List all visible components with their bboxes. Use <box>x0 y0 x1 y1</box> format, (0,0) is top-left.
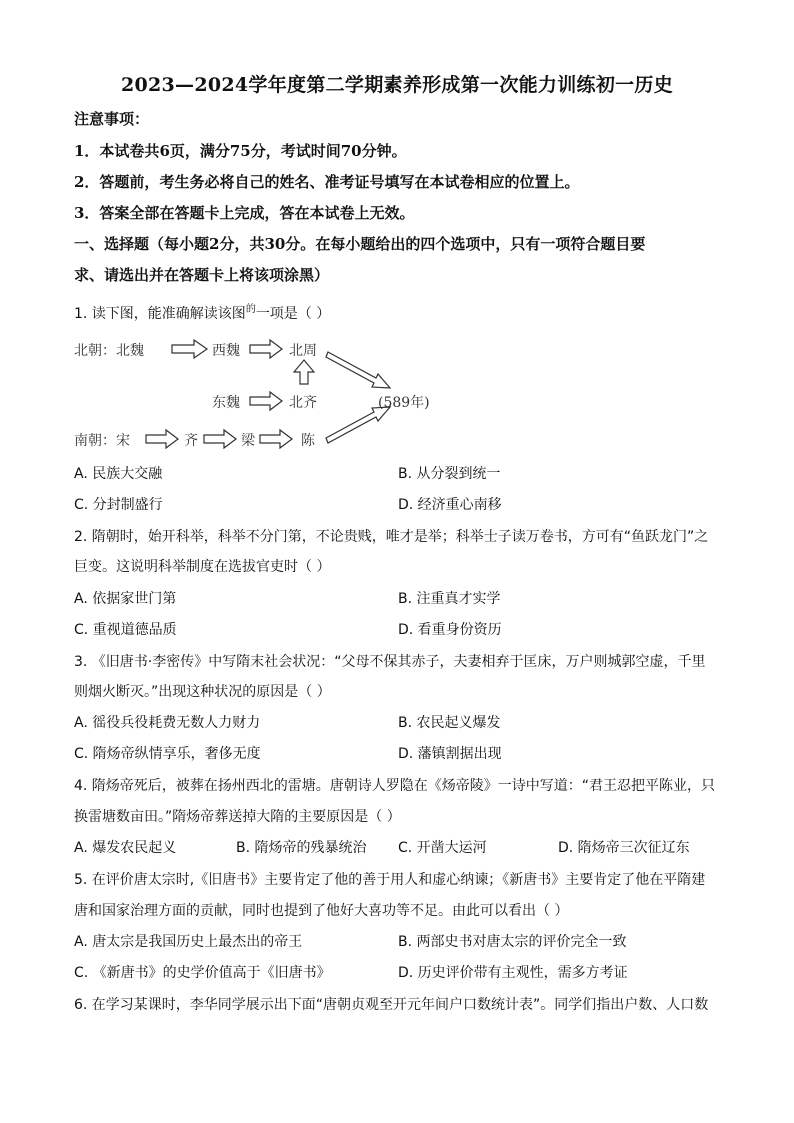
diagram-west-wei: 西魏 <box>212 343 240 359</box>
arrow-icon <box>294 360 314 384</box>
arrow-icon <box>146 430 178 448</box>
notice-item-1: 1．本试卷共6页，满分75分，考试时间70分钟。 <box>74 142 407 160</box>
section-heading-line-2: 求、请选出并在答题卡上将该项涂黑） <box>74 266 330 284</box>
q3-option-c: C. 隋炀帝纵情享乐，奢侈无度 <box>74 746 261 762</box>
q1-option-d: D. 经济重心南移 <box>398 497 502 513</box>
q5-option-c: C. 《新唐书》的史学价值高于《旧唐书》 <box>74 965 331 981</box>
question-2-line-1: 2. 隋朝时，始开科举，科举不分门第，不论贵贱，唯才是举；科举士子读万卷书，方可有“鱼跃龙门”之 <box>74 529 709 545</box>
q2-option-c: C. 重视道德品质 <box>74 622 177 638</box>
arrow-icon <box>260 430 292 448</box>
question-2-line-2: 巨变。这说明科举制度在选拔官吏时（ ） <box>74 559 331 575</box>
diagram-chen: 陈 <box>301 433 315 449</box>
page-title: 2023—2024学年度第二学期素养形成第一次能力训练初一历史 <box>120 74 674 96</box>
q4-option-b: B. 隋炀帝的残暴统治 <box>236 840 367 856</box>
question-6-line-1: 6. 在学习某课时，李华同学展示出下面“唐朝贞观至开元年间户口数统计表”。同学们指出户数、人口数 <box>74 997 709 1013</box>
diagram-north-label: 北朝：北魏 <box>74 343 144 359</box>
q5-option-a: A. 唐太宗是我国历史上最杰出的帝王 <box>74 934 303 950</box>
q4-option-a: A. 爆发农民起义 <box>74 840 177 856</box>
q2-option-d: D. 看重身份资历 <box>398 622 502 638</box>
q2-option-b: B. 注重真才实学 <box>398 591 501 607</box>
q1-option-a: A. 民族大交融 <box>74 466 163 482</box>
diagram-south-label: 南朝：宋 <box>74 433 130 449</box>
question-3-line-2: 则烟火断灭。”出现这种状况的原因是（ ） <box>74 684 331 700</box>
section-heading-line-1: 一、选择题（每小题2分，共30分。在每小题给出的四个选项中，只有一项符合题目要 <box>74 235 646 253</box>
question-4-line-1: 4. 隋炀帝死后，被葬在扬州西北的雷塘。唐朝诗人罗隐在《炀帝陵》一诗中写道：“君王忍把平陈业，只 <box>74 778 716 794</box>
arrow-icon <box>326 352 390 388</box>
question-5-line-2: 唐和国家治理方面的贡献，同时也提到了他好大喜功等不足。由此可以看出（ ） <box>74 903 569 919</box>
q4-option-d: D. 隋炀帝三次征辽东 <box>558 840 690 856</box>
arrow-icon <box>250 340 282 358</box>
arrow-icon <box>250 392 282 410</box>
question-4-line-2: 换雷塘数亩田。”隋炀帝葬送掉大隋的主要原因是（ ） <box>74 809 401 825</box>
arrow-icon <box>172 340 207 358</box>
q3-option-a: A. 徭役兵役耗费无数人力财力 <box>74 715 261 731</box>
diagram-year: (589年) <box>378 395 430 411</box>
q5-option-d: D. 历史评价带有主观性，需多方考证 <box>398 965 628 981</box>
diagram-east-wei: 东魏 <box>212 395 240 411</box>
diagram-north-zhou: 北周 <box>289 343 317 359</box>
notice-item-2: 2．答题前，考生务必将自己的姓名、准考证号填写在本试卷相应的位置上。 <box>74 173 580 191</box>
notice-heading: 注意事项： <box>74 110 150 128</box>
q5-option-b: B. 两部史书对唐太宗的评价完全一致 <box>398 934 627 950</box>
question-1-stem: 1. 读下图，能准确解读该图$^的$一项是（ ） <box>74 304 331 322</box>
notice-item-3: 3．答案全部在答题卡上完成，答在本试卷上无效。 <box>74 204 415 222</box>
diagram-north-qi: 北齐 <box>289 395 317 411</box>
diagram-qi: 齐 <box>184 433 198 449</box>
arrow-icon <box>326 407 390 443</box>
q2-option-a: A. 依据家世门第 <box>74 591 177 607</box>
q4-option-c: C. 开凿大运河 <box>398 840 487 856</box>
q3-option-d: D. 藩镇割据出现 <box>398 746 502 762</box>
q1-option-c: C. 分封制盛行 <box>74 497 163 513</box>
q1-option-b: B. 从分裂到统一 <box>398 466 501 482</box>
question-5-line-1: 5. 在评价唐太宗时,《旧唐书》主要肯定了他的善于用人和虚心纳谏；《新唐书》主要肯定了他在平隋建 <box>74 872 706 888</box>
question-3-line-1: 3. 《旧唐书·李密传》中写隋末社会状况：“父母不保其赤子，夫妻相弃于匡床，万户则城郭空虚，千里 <box>74 654 706 670</box>
q3-option-b: B. 农民起义爆发 <box>398 715 501 731</box>
diagram-liang: 梁 <box>241 433 255 449</box>
arrow-icon <box>204 430 236 448</box>
